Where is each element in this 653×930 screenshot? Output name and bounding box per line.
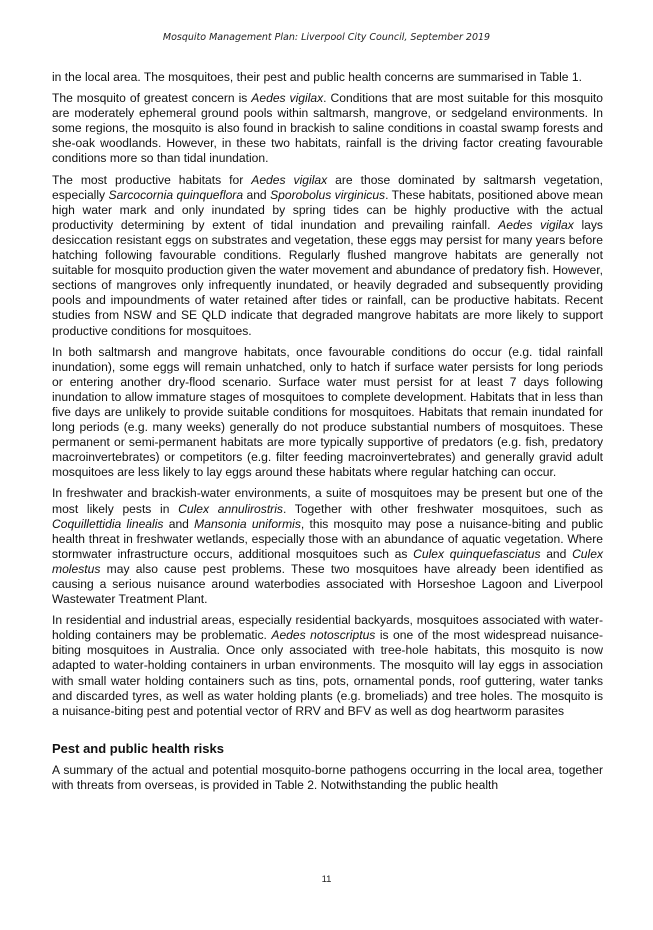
text-run: lays desiccation resistant eggs on substrates and vegetation, these eggs may persist for many years before hatching following favourable conditions. Regularly flushed mangrove habitats are generally not suitable for mosquito production given the water movement and abundance of predatory fish. However, sections of mangroves only infrequently inundated, or heavily degraded and subsequently providing pools and impoundments of water retained after tides or rainfall, can be productive habitats. Recent studies from NSW and SE QLD indicate that degraded mangrove habitats are more likely to support productive conditions for mosquitoes. <box>52 217 603 338</box>
species-name: Aedes vigilax <box>498 217 574 232</box>
species-name: Coquillettidia linealis <box>52 516 164 531</box>
species-name: Culex molestus <box>52 546 603 576</box>
text-run: . These habitats, positioned above mean high water mark and only inundated by spring tides can be highly productive with the actual productivity determining by extent of tidal inundation and prevailing rainfall. <box>52 187 603 232</box>
text-run: In both saltmarsh and mangrove habitats, once favourable conditions do occur (e.g. tidal rainfall inundation), some eggs will remain unhatched, only to hatch if surface water persists for long periods or entering another dry-flood scenario. Surface water must persist for at least 7 days following inundation to allow immature stages of mosquitoes to complete development. Habitats that in less than five days are unlikely to provide suitable conditions for mosquitoes. Habitats that remain inundated for long periods (e.g. many weeks) generally do not produce substantial numbers of mosquitoes. These permanent or semi-permanent habitats are more typically supportive of predators (e.g. fish, predatory macroinvertebrates) or competitors (e.g. filter feeding macroinvertebrates) and generally gravid adult mosquitoes are less likely to lay eggs around these habitats where regular hatching can occur. <box>52 344 603 480</box>
text-run: are those dominated by saltmarsh vegetation, especially <box>52 172 603 202</box>
page-number: 11 <box>321 874 332 885</box>
species-name: Culex quinquefasciatus <box>413 546 541 561</box>
text-run: and <box>243 187 271 202</box>
paragraph <box>52 91 603 166</box>
paragraph <box>52 486 603 607</box>
paragraph <box>52 70 603 85</box>
species-name: Aedes vigilax <box>251 172 328 187</box>
species-name: Mansonia uniformis <box>194 516 301 531</box>
paragraph <box>52 173 603 339</box>
text-run: In freshwater and brackish-water environments, a suite of mosquitoes may be present but one of the most likely pests in <box>52 486 603 516</box>
paragraph <box>52 345 603 481</box>
body-text <box>52 70 603 799</box>
species-name: Sarcocornia quinqueflora <box>108 187 244 202</box>
text-run: and <box>540 546 573 561</box>
running-header: Mosquito Management Plan: Liverpool City Council, September 2019 <box>162 32 491 43</box>
section-heading: Pest and public health risks <box>52 740 224 756</box>
species-name: Sporobolus virginicus <box>270 187 386 202</box>
text-run: in the local area. The mosquitoes, their pest and public health concerns are summarised in Table 1. <box>52 70 582 84</box>
text-run: , this mosquito may pose a nuisance-biting and public health threat in freshwater wetlands, especially those with an abundance of aquatic vegetation. Where stormwater infrastructure occurs, additional mosquitoes such as <box>52 516 604 561</box>
text-run: The mosquito of greatest concern is <box>52 91 252 106</box>
paragraph <box>52 613 603 719</box>
text-run: . Together with other freshwater mosquitoes, such as <box>282 501 603 516</box>
text-run: . Conditions that are most suitable for this mosquito are moderately ephemeral ground pools within saltmarsh, mangrove, or sedgeland environments. In some regions, the mosquito is also found in brackish to saline conditions in coastal swamp forests and she-oak woodlands. However, in these two habitats, rainfall is the driving factor creating favourable conditions more so than tidal inundation. <box>52 91 603 166</box>
species-name: Aedes vigilax <box>251 91 324 106</box>
species-name: Culex annulirostris <box>178 501 283 516</box>
text-run: is one of the most widespread nuisance-biting mosquitoes in Australia. Once only associated with tree-hole habitats, this mosquito is now adapted to water-holding containers in urban environments. The mosquito will lay eggs in association with small water holding containers such as tins, pots, ornamental ponds, roof guttering, water tanks and discarded tyres, as well as water holding plants (e.g. bromeliads) and tree holes. The mosquito is a nuisance-biting pest and potential vector of RRV and BFV as well as dog heartworm parasites <box>52 628 604 718</box>
text-run: may also cause pest problems. These two mosquitoes have already been identified as causing a serious nuisance around waterbodies associated with Horseshoe Lagoon and Liverpool Wastewater Treatment Plant. <box>52 561 603 607</box>
text-run: In residential and industrial areas, especially residential backyards, mosquitoes associated with water-holding containers may be problematic. <box>52 613 603 643</box>
species-name: Aedes notoscriptus <box>271 628 376 643</box>
text-run: The most productive habitats for <box>52 172 252 187</box>
text-run: and <box>163 516 195 531</box>
section-paragraph: A summary of the actual and potential mosquito-borne pathogens occurring in the local area, together with threats from overseas, is provided in Table 2. Notwithstanding the public health <box>52 762 603 792</box>
